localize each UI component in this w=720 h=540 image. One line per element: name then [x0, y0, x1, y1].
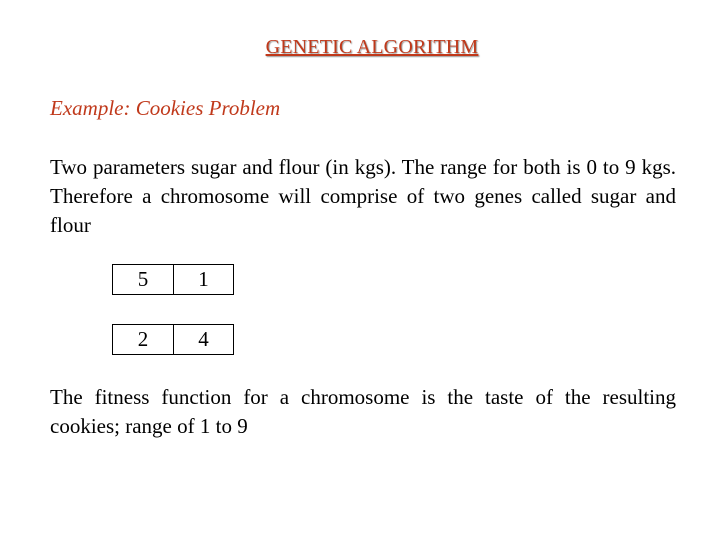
gene-sugar: 5	[137, 267, 149, 291]
chromosome-1	[112, 264, 234, 295]
gene-sugar: 2	[137, 327, 149, 351]
slide-title: GENETIC ALGORITHM	[265, 36, 479, 58]
parameters-paragraph: Two parameters sugar and flour (in kgs). The range for both is 0 to 9 kgs. Therefore a chromosome will comprise of two genes called sugar and flour	[50, 155, 676, 237]
example-subtitle: Example: Cookies Problem	[50, 96, 281, 120]
gene-flour: 1	[173, 265, 233, 294]
gene-flour: 4	[173, 325, 233, 354]
fitness-paragraph: The fitness function for a chromosome is the taste of the resulting cookies; range of 1 to 9	[50, 385, 676, 438]
chromosome-2	[112, 324, 234, 355]
